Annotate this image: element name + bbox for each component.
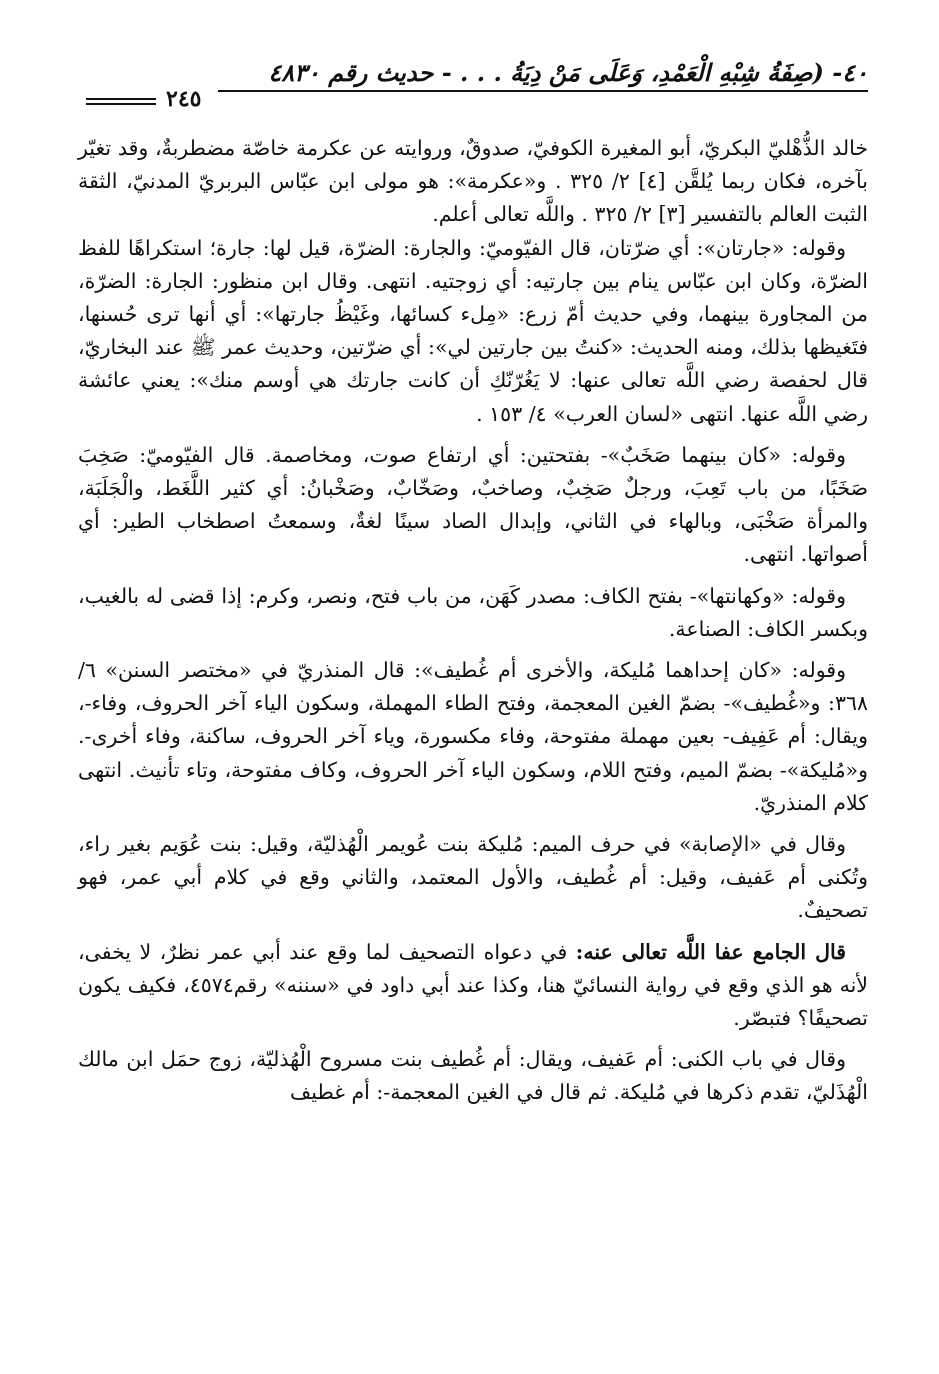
author-note-label: قال الجامع عفا اللَّه تعالى عنه: [575,939,847,964]
paragraph-last: وقال في باب الكنى: أم عَفيف، ويقال: أم غُطيف بنت مسروح الْهُذليّة، زوج حمَل ابن مالك الْهُذَليّ، تقدم ذكرها في مُليكة. ثم قال في الغين المعجمة-: أم غطيف [78,1047,868,1105]
paragraph-5: وقوله: «كان إحداهما مُليكة، والأخرى أم غُطيف»: قال المنذريّ في «مختصر السنن» ٦/ ٣٦٨: و«غُطيف»- بضمّ الغين المعجمة، وفتح الطاء المهملة، وسكون الياء آخر الحروف، وفاء-، ويقال: أم عَفِيف- بعين مهملة مفتوحة، وفاء مكسورة، وياء آخر الحروف، ساكنة، وفاء أخرى-. و«مُليكة»- بضمّ الميم، وفتح اللام، وسكون الياء آخر الحروف، وكاف مفتوحة، وتاء تأنيث. انتهى كلام المنذريّ. [78,658,868,815]
author-note [78,936,868,1036]
page-body [78,132,868,1110]
header-title: ٤٠- (صِفَةُ شِبْهِ الْعَمْدِ، وَعَلَى مَنْ دِيَةُ . . . - حديث رقم ٤٨٣٠ [268,58,868,87]
page-number-block [86,88,251,110]
running-header [78,52,868,112]
header-rule [218,90,868,92]
paragraph-2: وقوله: «جارتان»: أي ضرّتان، قال الفيّوميّ: والجارة: الضرّة، قيل لها: جارة؛ استكراهًا للفظ الضرّة، وكان ابن عبّاس ينام بين جارتيه: أي زوجتيه. انتهى. وقال ابن منظور: الجارة: الضرّة، من المجاورة بينهما، وفي حديث أمّ زرع: «مِلء كسائها، وغَيْظُ جارتها»: أي أنها ترى حُسنها، فتَغيظها بذلك، ومنه الحديث: «كنتُ بين جارتين لي»: أي ضرّتين، وحديث عمر ﷺ عند البخاريّ، قال لحفصة رضي اللَّه تعالى عنها: لا يَغُرّنّكِ أن كانت جارتك هي أوسم منك»: يعني عائشة رضي اللَّه عنها. انتهى «لسان العرب» ٤/ ١٥٣ . [78,235,868,426]
page-number-rule [86,98,156,108]
page-number: ٢٤٥ [166,86,202,112]
paragraph-4: وقوله: «وكهانتها»- بفتح الكاف: مصدر كَهَن، من باب فتح، ونصر، وكرم: إذا قضى له بالغيب، وبكسر الكاف: الصناعة. [78,583,868,641]
paragraph-1: خالد الذُّهْليّ البكريّ، أبو المغيرة الكوفيّ، صدوقٌ، وروايته عن عكرمة خاصّة مضطربةٌ، وقد تغيّر بآخره، فكان ربما يُلقَّن [٤] ٢/ ٣٢٥ . و«عكرمة»: هو مولى ابن عبّاس البربريّ المدنيّ، الثقة الثبت العالم بالتفسير [٣] ٢/ ٣٢٥ . واللَّه تعالى أعلم. [78,136,869,227]
paragraph-6: وقال في «الإصابة» في حرف الميم: مُليكة بنت عُويمر الْهُذليّة، وقيل: بنت عُوَيم بغير راء، وتُكنى أم عَفيف، وقيل: أم غُطيف، والأول المعتمد، والثاني وقع في كلام أبي عمر، فهو تصحيفٌ. [78,832,868,923]
paragraph-3: وقوله: «كان بينهما صَخَبٌ»- بفتحتين: أي ارتفاع صوت، ومخاصمة. قال الفيّوميّ: صَخِبَ صَخَبًا، من باب تَعِبَ، ورجلٌ صَخِبٌ، وصاخبٌ، وصَخّابٌ، وصَخْبانُ: أي كثير اللَّغَط، والْجَلَبَة، والمرأة صَخْبَى، وبالهاء في الثاني، وإبدال الصاد سينًا لغةٌ، وسمعتُ اصطخاب الطير: أي أصواتها. انتهى. [78,442,868,567]
author-note-text: في دعواه التصحيف لما وقع عند أبي عمر نظرٌ، لا يخفى، لأنه هو الذي وقع في رواية النسائيّ هنا، وكذا عند أبي داود في «سننه» رقم٤٥٧٤، فكيف يكون تصحيفًا؟ فتبصّر. [78,939,868,1031]
book-page [78,52,868,1352]
